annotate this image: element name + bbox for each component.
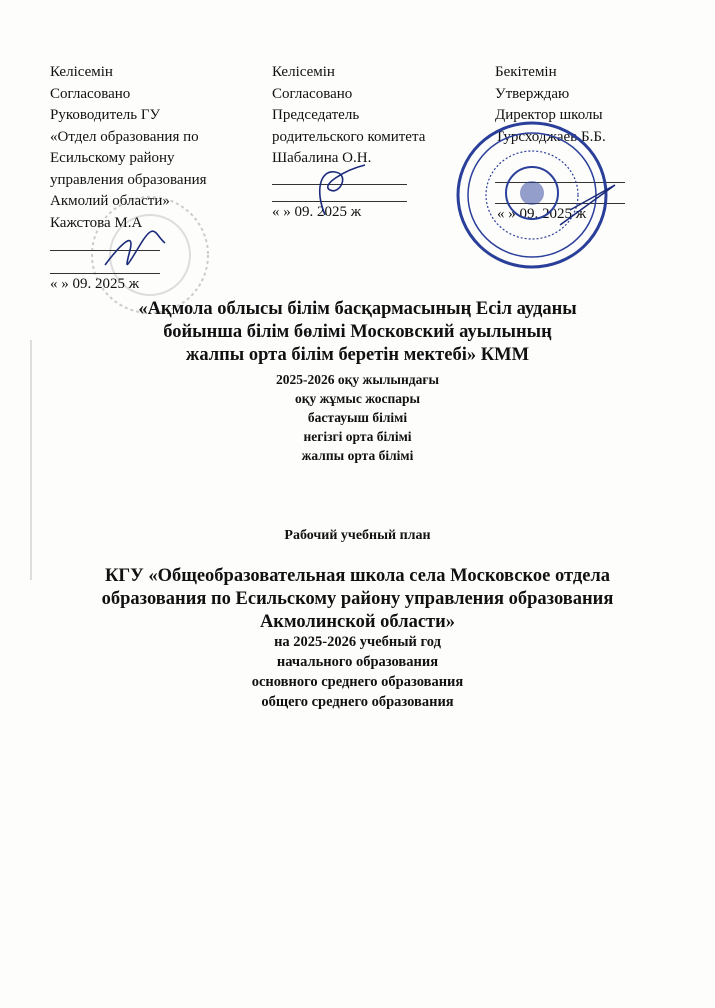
approval-line: Келісемін xyxy=(272,64,335,80)
subtitle-line: жалпы орта білімі xyxy=(301,448,414,463)
russian-title xyxy=(0,565,715,634)
approval-line: родительского комитета xyxy=(272,128,426,145)
approval-line: Келісемін xyxy=(50,64,113,80)
approval-line: Турсходжаев Б.Б. xyxy=(495,128,606,145)
title-line: «Ақмола облысы білім басқармасының Есіл ауданы xyxy=(138,299,577,319)
title-line: жалпы орта білім беретін мектебі» КММ xyxy=(185,345,530,365)
approval-date: « » 09. 2025 ж xyxy=(497,206,587,222)
subtitle-line: бастауыш білімі xyxy=(307,410,408,425)
subtitle-line: негізгі орта білімі xyxy=(303,429,412,444)
scan-edge-mark xyxy=(30,340,32,580)
approval-line: «Отдел образования по xyxy=(50,128,199,145)
subtitle-line: основного среднего образования xyxy=(251,674,464,690)
approval-line: Председатель xyxy=(272,107,360,123)
approval-line: Директор школы xyxy=(495,107,603,123)
subtitle-line: 2025-2026 оқу жылындағы xyxy=(276,372,439,387)
title-line: КГУ «Общеобразовательная школа села Московское отдела xyxy=(104,566,611,586)
title-line: образования по Есильскому району управления образования xyxy=(101,589,614,609)
kazakh-subtitle xyxy=(0,370,715,465)
approval-line: Согласовано xyxy=(50,85,131,102)
title-line: Акмолинской области» xyxy=(259,612,456,632)
approval-line: управления образования xyxy=(50,171,207,188)
subtitle-line: на 2025-2026 учебный год xyxy=(274,634,441,650)
kazakh-title xyxy=(0,298,715,367)
approval-date: « » 09. 2025 ж xyxy=(50,276,140,292)
russian-subtitle xyxy=(0,632,715,712)
subtitle-line: общего среднего образования xyxy=(261,694,454,710)
approval-line: Шабалина О.Н. xyxy=(272,150,372,166)
approval-line: Согласовано xyxy=(272,85,353,102)
signature-icon xyxy=(300,160,370,220)
subtitle-line: начального образования xyxy=(276,654,439,670)
title-line: бойынша білім бөлімі Московский ауылының xyxy=(163,322,552,342)
subtitle-line: оқу жұмыс жоспары xyxy=(294,391,421,406)
approval-date: « » 09. 2025 ж xyxy=(272,203,362,220)
plan-heading: Рабочий учебный план xyxy=(284,528,431,543)
approval-line: Есильскому району xyxy=(50,150,175,166)
approval-line: Акмолий области» xyxy=(50,193,170,209)
official-stamp-icon xyxy=(450,115,620,275)
approval-line: Руководитель ГУ xyxy=(50,107,161,123)
approval-line: Бекітемін xyxy=(495,64,557,80)
approval-line: Кажстова М.А xyxy=(50,214,143,231)
approval-line: Утверждаю xyxy=(495,85,570,102)
signature-icon xyxy=(95,225,175,275)
